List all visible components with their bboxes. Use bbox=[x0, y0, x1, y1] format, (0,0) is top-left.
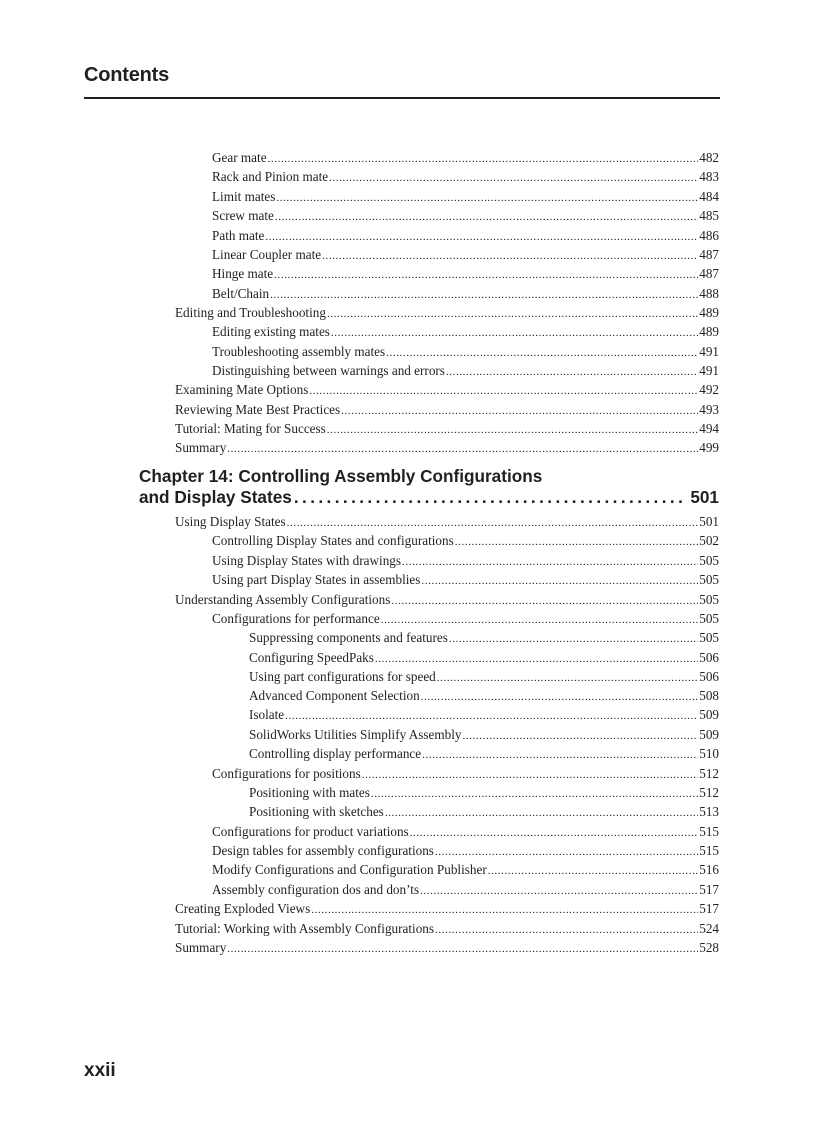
chapter-title-line2-row bbox=[139, 487, 719, 508]
toc-entry-page: 489 bbox=[699, 324, 719, 339]
toc-entry-page: 501 bbox=[699, 514, 719, 529]
toc-entry-page: 489 bbox=[699, 305, 719, 320]
toc-entry-page: 505 bbox=[699, 592, 719, 607]
toc-entry-title: Advanced Component Selection bbox=[249, 688, 420, 703]
toc-entry-page: 491 bbox=[699, 363, 719, 378]
toc-entry bbox=[212, 860, 719, 879]
toc-entry bbox=[249, 628, 719, 647]
toc-entry bbox=[212, 764, 719, 783]
toc-entry bbox=[212, 226, 719, 245]
toc-entry-title: Using part configurations for speed bbox=[249, 669, 436, 684]
toc-entry-page: 517 bbox=[699, 882, 719, 897]
toc-entry-page: 516 bbox=[699, 862, 719, 877]
toc-entry bbox=[212, 245, 719, 264]
toc-entry-title: Tutorial: Mating for Success bbox=[175, 421, 326, 436]
toc-entry-page: 509 bbox=[699, 727, 719, 742]
toc-entry-title: Isolate bbox=[249, 707, 285, 722]
toc-entry-title: Controlling Display States and configurations bbox=[212, 533, 454, 548]
toc-entry bbox=[212, 531, 719, 550]
toc-entry-page: 484 bbox=[699, 189, 719, 204]
toc-entry-page: 482 bbox=[699, 150, 719, 165]
toc-entry-page: 517 bbox=[699, 901, 719, 916]
toc-entry-title: Using part Display States in assemblies bbox=[212, 572, 421, 587]
toc-entry-page: 506 bbox=[699, 669, 719, 684]
toc-entry bbox=[212, 187, 719, 206]
toc-entry bbox=[175, 919, 719, 938]
toc-entry bbox=[249, 783, 719, 802]
toc-entry-page: 515 bbox=[699, 843, 719, 858]
toc-entry-title: Rack and Pinion mate bbox=[212, 169, 329, 184]
toc-entry-title: Reviewing Mate Best Practices bbox=[175, 402, 341, 417]
toc-entry-title: Gear mate bbox=[212, 150, 267, 165]
toc-entry bbox=[212, 361, 719, 380]
toc-entry bbox=[212, 880, 719, 899]
toc-entry-page: 528 bbox=[699, 940, 719, 955]
toc-entry-title: Linear Coupler mate bbox=[212, 247, 322, 262]
toc-entry bbox=[249, 667, 719, 686]
toc-entry-page: 488 bbox=[699, 286, 719, 301]
toc-entry bbox=[249, 705, 719, 724]
toc-entry-title: Using Display States bbox=[175, 514, 286, 529]
toc-entry bbox=[175, 380, 719, 399]
toc-entry bbox=[212, 167, 719, 186]
toc-entry-title: Creating Exploded Views bbox=[175, 901, 311, 916]
header-rule bbox=[84, 97, 720, 99]
toc-entry-page: 494 bbox=[699, 421, 719, 436]
toc-entry bbox=[175, 938, 719, 957]
toc-entry-title: SolidWorks Utilities Simplify Assembly bbox=[249, 727, 462, 742]
toc-entry-page: 491 bbox=[699, 344, 719, 359]
toc-entry-title: Examining Mate Options bbox=[175, 382, 309, 397]
toc-entry bbox=[175, 438, 719, 457]
toc-entry-title: Configurations for positions bbox=[212, 766, 361, 781]
toc-entry bbox=[212, 609, 719, 628]
toc-entry-page: 524 bbox=[699, 921, 719, 936]
toc-entry-page: 493 bbox=[699, 402, 719, 417]
toc-entry-page: 502 bbox=[699, 533, 719, 548]
toc-entry bbox=[249, 725, 719, 744]
toc-entry-page: 509 bbox=[699, 707, 719, 722]
toc-entry bbox=[212, 822, 719, 841]
toc-entry-page: 508 bbox=[699, 688, 719, 703]
page-header-title: Contents bbox=[84, 64, 170, 86]
toc-entry-page: 485 bbox=[699, 208, 719, 223]
toc-entry-title: Configurations for performance bbox=[212, 611, 380, 626]
toc-entry bbox=[212, 206, 719, 225]
toc-entry-title: Configuring SpeedPaks bbox=[249, 650, 374, 665]
toc-entry bbox=[212, 264, 719, 283]
toc-entry-title: Belt/Chain bbox=[212, 286, 270, 301]
toc-entry-title: Using Display States with drawings bbox=[212, 553, 402, 568]
toc-entry-title: Modify Configurations and Configuration Publisher bbox=[212, 862, 487, 877]
toc-entry-title: Screw mate bbox=[212, 208, 274, 223]
toc-entry bbox=[175, 899, 719, 918]
toc-entry-title: Troubleshooting assembly mates bbox=[212, 344, 386, 359]
toc-entry-page: 487 bbox=[699, 266, 719, 281]
toc-entry bbox=[249, 802, 719, 821]
toc-entry-page: 505 bbox=[699, 572, 719, 587]
toc-entry-page: 505 bbox=[699, 630, 719, 645]
toc-entry bbox=[212, 284, 719, 303]
toc-entry-title: Editing and Troubleshooting bbox=[175, 305, 326, 320]
toc-entry bbox=[175, 512, 719, 531]
toc-entry-page: 513 bbox=[699, 804, 719, 819]
toc-entry bbox=[175, 303, 719, 322]
toc-entry bbox=[175, 419, 719, 438]
chapter-title-line1: Chapter 14: Controlling Assembly Configurations bbox=[139, 466, 543, 486]
toc-entry-title: Editing existing mates bbox=[212, 324, 330, 339]
toc-entry-page: 506 bbox=[699, 650, 719, 665]
toc-entry-page: 492 bbox=[699, 382, 719, 397]
toc-entry-page: 512 bbox=[699, 766, 719, 781]
toc-entry-page: 512 bbox=[699, 785, 719, 800]
page-folio: xxii bbox=[84, 1060, 116, 1081]
toc-entry-page: 505 bbox=[699, 611, 719, 626]
chapter-heading bbox=[139, 466, 719, 508]
toc-entry-page: 486 bbox=[699, 228, 719, 243]
toc-entry-title: Configurations for product variations bbox=[212, 824, 409, 839]
chapter-title-line2: and Display States bbox=[139, 487, 292, 507]
chapter-page: 501 bbox=[690, 487, 719, 507]
toc-entry-title: Positioning with sketches bbox=[249, 804, 384, 819]
toc-entry bbox=[249, 744, 719, 763]
toc-entry bbox=[212, 322, 719, 341]
toc-entry-page: 499 bbox=[699, 440, 719, 455]
toc-entry-title: Suppressing components and features bbox=[249, 630, 448, 645]
toc-entry-title: Summary bbox=[175, 940, 227, 955]
toc-entry bbox=[249, 648, 719, 667]
toc-entry bbox=[212, 342, 719, 361]
toc-entry bbox=[212, 551, 719, 570]
toc-entry-title: Distinguishing between warnings and errors bbox=[212, 363, 445, 378]
toc-entry-page: 515 bbox=[699, 824, 719, 839]
toc-entry bbox=[212, 148, 719, 167]
toc-entry-page: 510 bbox=[699, 746, 719, 761]
toc-entry-title: Assembly configuration dos and don’ts bbox=[212, 882, 420, 897]
toc-entry bbox=[212, 841, 719, 860]
toc-entry-title: Hinge mate bbox=[212, 266, 274, 281]
toc-entry-title: Controlling display performance bbox=[249, 746, 422, 761]
toc-entry-title: Tutorial: Working with Assembly Configurations bbox=[175, 921, 435, 936]
toc-entry bbox=[249, 686, 719, 705]
toc-entry-page: 505 bbox=[699, 553, 719, 568]
toc-entry-title: Design tables for assembly configurations bbox=[212, 843, 434, 858]
toc-entry-page: 483 bbox=[699, 169, 719, 184]
toc-entry-title: Understanding Assembly Configurations bbox=[175, 592, 391, 607]
toc-entry-page: 487 bbox=[699, 247, 719, 262]
toc-entry-title: Limit mates bbox=[212, 189, 276, 204]
toc-entry bbox=[212, 570, 719, 589]
toc-entry bbox=[175, 400, 719, 419]
toc-entry-title: Path mate bbox=[212, 228, 265, 243]
toc-entry bbox=[175, 590, 719, 609]
toc-entry-title: Summary bbox=[175, 440, 227, 455]
toc-entry-title: Positioning with mates bbox=[249, 785, 370, 800]
